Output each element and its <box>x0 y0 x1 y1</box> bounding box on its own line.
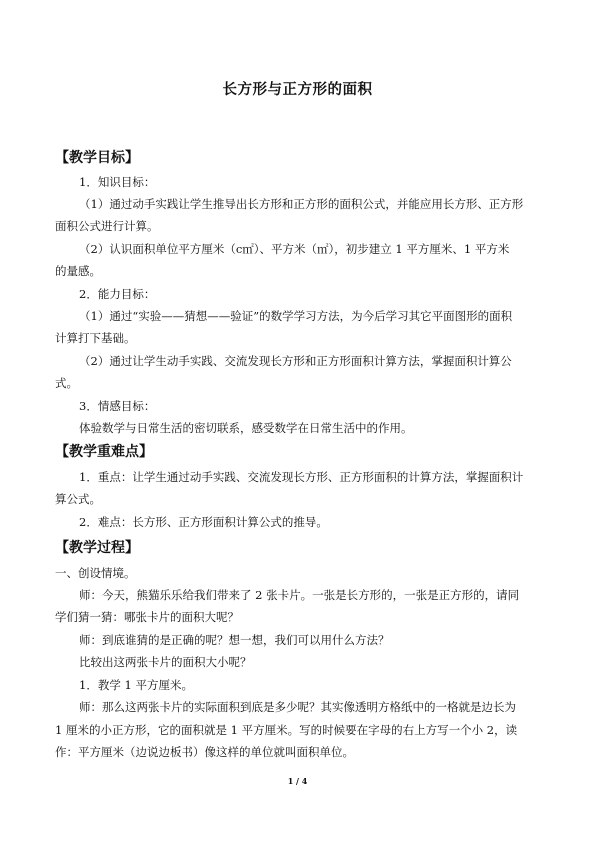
heading-teaching-process: 【教学过程】 <box>55 540 139 556</box>
text-line: （1）通过动手实践让学生推导出长方形和正方形的面积公式，并能应用长方形、正方形 <box>79 197 524 211</box>
text-line: 2．能力目标： <box>79 287 156 301</box>
document-title: 长方形与正方形的面积 <box>222 81 373 98</box>
text-line: 1．重点：让学生通过动手实践、交流发现长方形、正方形面积的计算方法，掌握面积计 <box>79 470 524 484</box>
heading-teaching-goals: 【教学目标】 <box>55 150 139 166</box>
text-line: 式。 <box>55 376 78 390</box>
text-line: （2）认识面积单位平方厘米（c㎡）、平方米（㎡），初步建立 1 平方厘米、1 平方米 <box>79 242 510 256</box>
page-number: 1 / 4 <box>287 776 308 786</box>
text-line: 2．难点：长方形、正方形面积计算公式的推导。 <box>79 515 328 529</box>
text-line: 师：今天，熊猫乐乐给我们带来了 2 张卡片。一张是长方形的，一张是正方形的，请同 <box>79 588 520 602</box>
text-line: 作：平方厘米（边说边板书）像这样的单位就叫面积单位。 <box>55 745 354 759</box>
text-line: 3．情感目标： <box>79 399 156 413</box>
text-line: 的量感。 <box>55 264 101 278</box>
text-line: 面积公式进行计算。 <box>55 219 159 233</box>
text-line: 算公式。 <box>55 492 101 506</box>
text-line: 体验数学与日常生活的密切联系，感受数学在日常生活中的作用。 <box>79 421 413 435</box>
text-line: 学们猜一猜：哪张卡片的面积大呢？ <box>55 610 239 624</box>
text-line: 师：到底谁猜的是正确的呢？想一想，我们可以用什么方法？ <box>79 633 390 647</box>
text-line: 计算打下基础。 <box>55 331 136 345</box>
text-line: 一、创设情境。 <box>55 566 136 580</box>
text-line: 1 厘米的小正方形，它的面积就是 1 平方厘米。写的时候要在字母的右上方写一个小 2，读 <box>55 723 518 737</box>
text-line: 比较出这两张卡片的面积大小呢？ <box>79 655 252 669</box>
text-line: （2）通过让学生动手实践、交流发现长方形和正方形面积计算方法，掌握面积计算公 <box>79 354 512 368</box>
text-line: 师：那么这两张卡片的实际面积到底是多少呢？其实像透明方格纸中的一格就是边长为 <box>79 700 516 714</box>
heading-key-points: 【教学重难点】 <box>55 444 153 460</box>
text-line: （1）通过“实验——猜想——验证”的数学学习方法，为今后学习其它平面图形的面积 <box>79 309 513 323</box>
text-line: 1．知识目标： <box>79 175 156 189</box>
text-line: 1．教学 1 平方厘米。 <box>79 678 193 692</box>
